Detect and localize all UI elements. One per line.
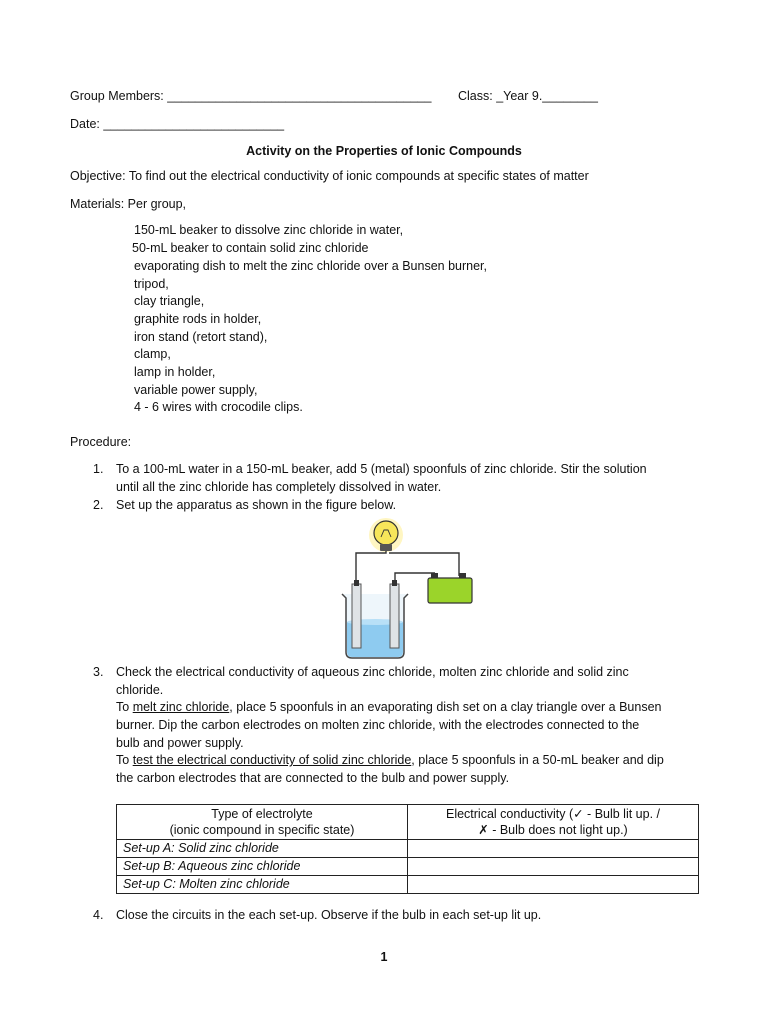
procedure-label: Procedure:	[70, 435, 132, 449]
material-item: evaporating dish to melt the zinc chloride over a Bunsen burner,	[134, 259, 487, 273]
material-item: lamp in holder,	[134, 365, 216, 379]
page-number: 1	[380, 950, 388, 964]
material-item: variable power supply,	[134, 383, 258, 397]
step2-text: Set up the apparatus as shown in the figure below.	[116, 498, 397, 512]
material-item: 150-mL beaker to dissolve zinc chloride in water,	[134, 223, 404, 237]
step3-text-cont: bulb and power supply.	[116, 736, 244, 750]
step3-melt-suffix: , place 5 spoonfuls in an evaporating dish set on a clay triangle over a Bunsen	[229, 700, 662, 714]
results-table	[116, 804, 699, 894]
class-field: Class: _Year 9.________	[458, 89, 598, 103]
material-item: tripod,	[134, 277, 169, 291]
step-number: 3.	[93, 665, 104, 679]
materials-label: Materials: Per group,	[70, 197, 187, 211]
result-cell[interactable]	[408, 876, 699, 894]
step-number: 1.	[93, 462, 104, 476]
step3-melt-line	[116, 700, 662, 714]
material-item: clamp,	[134, 347, 171, 361]
material-item: iron stand (retort stand),	[134, 330, 268, 344]
result-cell[interactable]	[408, 858, 699, 876]
header-electrolyte-line2: (ionic compound in specific state)	[169, 823, 355, 837]
step3-test-suffix: , place 5 spoonfuls in a 50-mL beaker and dip	[411, 753, 664, 767]
step3-test-line	[116, 753, 664, 767]
melt-zinc-chloride-underlined: melt zinc chloride	[132, 700, 230, 714]
electrode-left	[352, 584, 361, 648]
step3-text: Check the electrical conductivity of aqueous zinc chloride, molten zinc chloride and solid zinc	[116, 665, 629, 679]
setup-a-cell: Set-up A: Solid zinc chloride	[117, 840, 408, 858]
wire-left	[356, 550, 386, 584]
material-item: 4 - 6 wires with crocodile clips.	[134, 400, 303, 414]
step3-text-cont: burner. Dip the carbon electrodes on molten zinc chloride, with the electrodes connected to the	[116, 718, 640, 732]
page-title: Activity on the Properties of Ionic Compounds	[246, 144, 522, 158]
electrode-right	[390, 584, 399, 648]
step3-text-cont: chloride.	[116, 683, 164, 697]
step1-text-cont: until all the zinc chloride has completely dissolved in water.	[116, 480, 442, 494]
group-members-field: Group Members: ______________________________________	[70, 89, 432, 103]
result-cell[interactable]	[408, 840, 699, 858]
step-number: 4.	[93, 908, 104, 922]
header-electrolyte-line1: Type of electrolyte	[211, 807, 313, 821]
table-row	[117, 876, 699, 894]
step3-test-prefix: To	[116, 753, 133, 767]
step4-text: Close the circuits in the each set-up. Observe if the bulb in each set-up lit up.	[116, 908, 542, 922]
bulb-icon	[374, 521, 398, 545]
bulb-socket	[380, 544, 392, 551]
step3-text-cont: the carbon electrodes that are connected to the bulb and power supply.	[116, 771, 510, 785]
test-conductivity-underlined: test the electrical conductivity of solid zinc chloride	[132, 753, 412, 767]
battery-icon	[428, 578, 472, 603]
apparatus-figure	[336, 518, 476, 660]
header-conductivity-line1: Electrical conductivity (✓ - Bulb lit up. /	[445, 807, 661, 821]
setup-c-cell: Set-up C: Molten zinc chloride	[117, 876, 408, 894]
header-conductivity	[408, 805, 699, 840]
table-header-row	[117, 805, 699, 840]
material-item: 50-mL beaker to contain solid zinc chloride	[132, 241, 369, 255]
date-field: Date: __________________________	[70, 117, 285, 131]
step1-text: To a 100-mL water in a 150-mL beaker, add 5 (metal) spoonfuls of zinc chloride. Stir the solution	[116, 462, 647, 476]
objective-text: Objective: To find out the electrical conductivity of ionic compounds at specific states of matter	[70, 169, 589, 183]
material-item: graphite rods in holder,	[134, 312, 262, 326]
table-row	[117, 858, 699, 876]
step-number: 2.	[93, 498, 104, 512]
table-row	[117, 840, 699, 858]
step3-melt-prefix: To	[116, 700, 133, 714]
header-electrolyte	[117, 805, 408, 840]
header-conductivity-line2: ✗ - Bulb does not light up.)	[478, 823, 628, 837]
setup-b-cell: Set-up B: Aqueous zinc chloride	[117, 858, 408, 876]
material-item: clay triangle,	[134, 294, 205, 308]
